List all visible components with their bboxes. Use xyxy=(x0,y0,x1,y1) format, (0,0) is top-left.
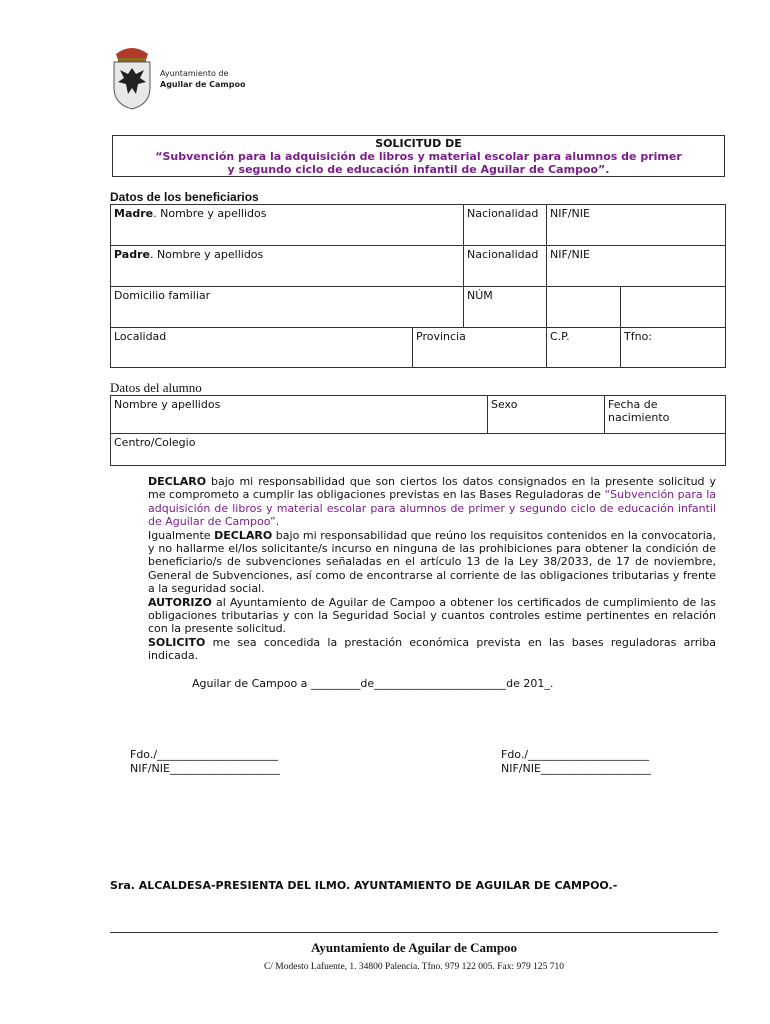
sexo-field[interactable] xyxy=(488,396,605,434)
padre-label: Padre xyxy=(114,248,150,261)
provincia-label: Provincia xyxy=(416,330,466,343)
declaration-paragraph-4 xyxy=(110,636,716,663)
declaro-keyword: DECLARO xyxy=(148,475,207,488)
nif-label: NIF/NIE xyxy=(550,248,590,261)
fecha-nacimiento-field[interactable] xyxy=(605,396,726,434)
cp-label: C.P. xyxy=(550,330,570,343)
section-heading-alumno: Datos del alumno xyxy=(110,380,202,395)
p2c-text: bajo mi responsabilidad que reúno los requisitos contenidos en la convocatoria, y no hallarme el/los solicitante/s incurso en ninguna de las prohibiciones para obtener la condición de beneficiario/s de subvenciones señaladas en el artículo 13 de la Ley 38/2033, de 17 de noviembre, General de Subvenciones, así como de encontrarse al corriente de las obligaciones tributarias y frente a la seguridad social. xyxy=(148,528,716,596)
padre-label-rest: . Nombre y apellidos xyxy=(149,248,264,261)
place-date-line[interactable]: Aguilar de Campoo a _________de________________________de 201_. xyxy=(192,677,554,690)
signature-nif-left: NIF/NIE____________________ xyxy=(130,762,280,775)
form-title-box xyxy=(112,135,725,177)
madre-nif-field[interactable] xyxy=(547,205,726,246)
fecha-label-line2: nacimiento xyxy=(608,411,670,424)
signature-block-right[interactable] xyxy=(501,748,651,776)
alumno-nombre-field[interactable] xyxy=(111,396,488,434)
sexo-label: Sexo xyxy=(491,398,518,411)
subsidy-title-reference: “Subvención para la adquisición de libros y material escolar para alumnos de primer y segundo ciclo de educación infantil de Aguilar de Campoo” xyxy=(148,488,717,529)
p3-text: al Ayuntamiento de Aguilar de Campoo a obtener los certificados de cumplimiento de las obligaciones tributarias y con la Seguridad Social y cuantos controles estime pertinentes en relación con la presente solicitud. xyxy=(148,595,716,636)
padre-nacionalidad-field[interactable] xyxy=(464,246,547,287)
organization-name xyxy=(160,68,246,90)
p4-text: me sea concedida la prestación económica prevista en las bases reguladoras arriba indicada. xyxy=(148,635,716,663)
alumno-nombre-label: Nombre y apellidos xyxy=(114,398,221,411)
provincia-field[interactable] xyxy=(413,328,547,368)
tfno-label: Tfno: xyxy=(624,330,652,343)
nacionalidad-label: Nacionalidad xyxy=(467,248,539,261)
madre-name-field[interactable] xyxy=(111,205,464,246)
signature-fdo-right: Fdo./______________________ xyxy=(501,748,650,761)
domicilio-extra-field-2[interactable] xyxy=(621,287,726,328)
num-field[interactable] xyxy=(464,287,547,328)
declaro-keyword-2: DECLARO xyxy=(214,528,273,542)
nif-label: NIF/NIE xyxy=(550,207,590,220)
tfno-field[interactable] xyxy=(621,328,726,368)
section-heading-beneficiarios: Datos de los beneficiarios xyxy=(110,190,259,204)
centro-label: Centro/Colegio xyxy=(114,436,196,449)
declaration-paragraph-3 xyxy=(110,596,716,636)
madre-label-rest: . Nombre y apellidos xyxy=(153,207,267,220)
madre-nacionalidad-field[interactable] xyxy=(464,205,547,246)
domicilio-field[interactable] xyxy=(111,287,464,328)
declaration-text xyxy=(110,475,716,663)
org-line2: Aguilar de Campoo xyxy=(160,80,246,89)
signature-fdo-left: Fdo./______________________ xyxy=(130,748,279,761)
centro-colegio-field[interactable] xyxy=(111,434,726,466)
madre-label: Madre xyxy=(114,207,154,220)
p1c-text: . xyxy=(275,515,280,529)
coat-of-arms-icon xyxy=(108,44,156,110)
form-subtitle-line2: y segundo ciclo de educación infantil de Aguilar de Campoo”. xyxy=(227,163,610,176)
domicilio-extra-field-1[interactable] xyxy=(547,287,621,328)
footer-organization: Ayuntamiento de Aguilar de Campoo xyxy=(310,940,518,955)
padre-nif-field[interactable] xyxy=(547,246,726,287)
beneficiarios-table xyxy=(110,204,726,368)
signature-nif-right: NIF/NIE____________________ xyxy=(501,762,651,775)
declaration-paragraph-2 xyxy=(110,529,716,596)
footer-divider xyxy=(110,932,718,933)
form-subtitle-line1: “Subvención para la adquisición de libros y material escolar para alumnos de primer xyxy=(155,150,682,163)
form-title: SOLICITUD DE xyxy=(375,137,462,150)
footer-address: C/ Modesto Lafuente, 1. 34800 Palencia. Tfno. 979 122 005. Fax: 979 125 710 xyxy=(263,962,565,972)
localidad-label: Localidad xyxy=(114,330,167,343)
p2a-text: Igualmente xyxy=(148,528,215,542)
num-label: NÚM xyxy=(467,289,493,302)
declaration-paragraph-1 xyxy=(110,475,716,529)
nacionalidad-label: Nacionalidad xyxy=(467,207,539,220)
p1a-text: bajo mi responsabilidad que son ciertos los datos consignados en la presente solicitud y me comprometo a cumplir las obligaciones previstas en las Bases Reguladoras de xyxy=(148,475,716,502)
localidad-field[interactable] xyxy=(111,328,413,368)
cp-field[interactable] xyxy=(547,328,621,368)
autorizo-keyword: AUTORIZO xyxy=(148,595,212,609)
org-line1: Ayuntamiento de xyxy=(160,69,229,78)
padre-name-field[interactable] xyxy=(111,246,464,287)
solicito-keyword: SOLICITO xyxy=(148,635,206,649)
domicilio-label: Domicilio familiar xyxy=(114,289,211,302)
alumno-table xyxy=(110,395,726,466)
addressee: Sra. ALCALDESA-PRESIENTA DEL ILMO. AYUNTAMIENTO DE AGUILAR DE CAMPOO.- xyxy=(110,879,618,892)
fecha-label-line1: Fecha de xyxy=(608,398,658,411)
signature-block-left[interactable] xyxy=(130,748,280,776)
